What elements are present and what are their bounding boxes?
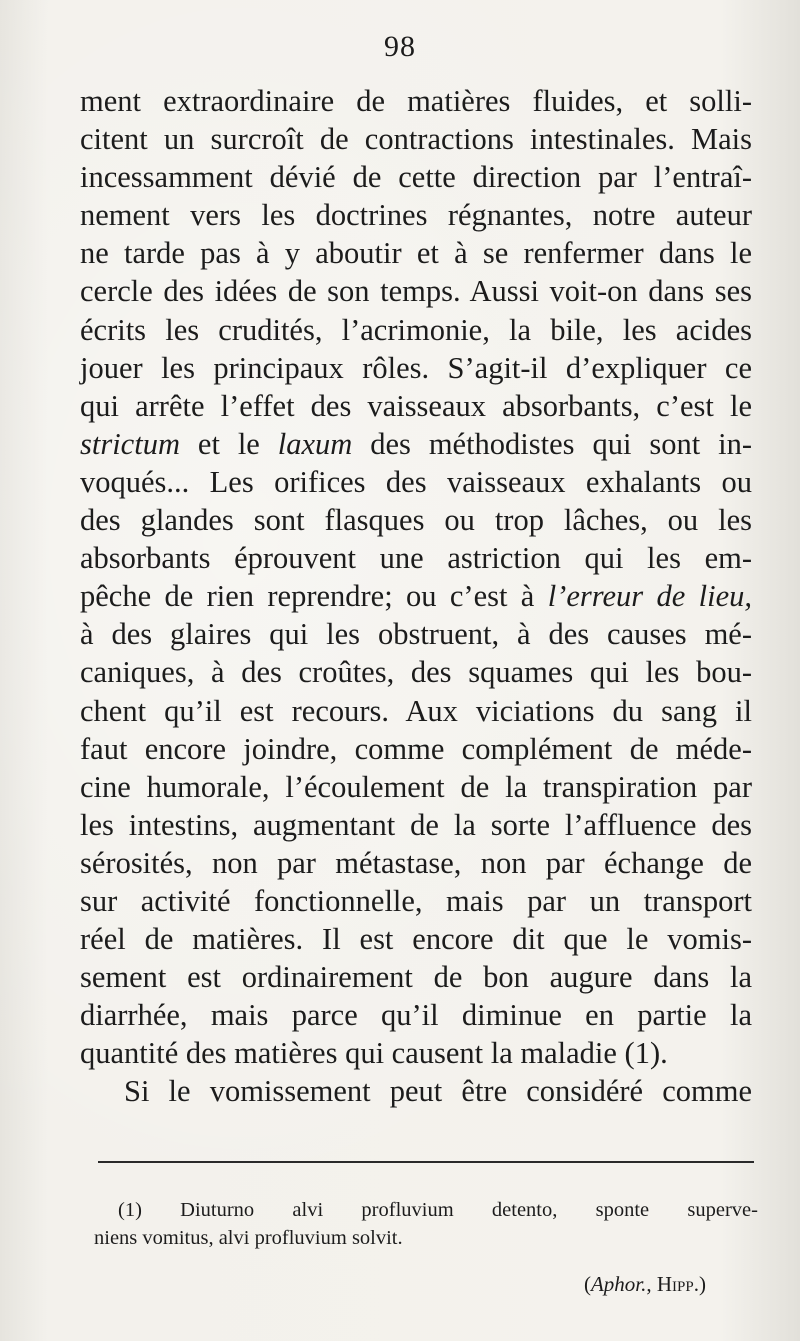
text-line: sur activité fonctionnelle, mais par un transport (80, 883, 752, 918)
text-fragment: et le (197, 426, 260, 461)
text-line: citent un surcroît de contractions intestinales. Mais (80, 122, 752, 157)
italic-term-erreur-de-lieu: l’erreur de lieu, (547, 579, 752, 614)
text-line-mixed (80, 577, 752, 615)
text-line: cercle des idées de son temps. Aussi voit-on dans ses (80, 274, 752, 309)
text-line: à des glaires qui les obstruent, à des causes mé- (80, 617, 752, 652)
text-fragment: pêche de rien reprendre; ou c’est à (80, 579, 535, 614)
text-line: cine humorale, l’écoulement de la transpiration par (80, 769, 752, 804)
text-line: diarrhée, mais parce qu’il diminue en partie la (80, 998, 752, 1033)
source-separator: , (646, 1272, 657, 1296)
text-line: ment extraordinaire de matières fluides, et solli- (80, 84, 752, 118)
text-line: sérosités, non par métastase, non par échange de (80, 845, 752, 880)
text-line: jouer les principaux rôles. S’agit-il d’expliquer ce (80, 350, 752, 385)
source-close-paren: ) (699, 1272, 706, 1296)
source-open-paren: ( (583, 1272, 591, 1296)
text-line: caniques, à des croûtes, des squames qui les bou- (80, 655, 752, 690)
text-line: Si le vomissement peut être considéré comme (124, 1074, 752, 1109)
text-line: ne tarde pas à y aboutir et à se renfermer dans le (80, 236, 752, 271)
source-author: Hipp. (656, 1272, 699, 1296)
text-line: voqués... Les orifices des vaisseaux exhalants ou (80, 464, 752, 499)
italic-term-laxum: laxum (277, 426, 353, 461)
footnote-separator (98, 1161, 754, 1163)
text-line: nement vers les doctrines régnantes, notre auteur (80, 198, 752, 233)
footnote (94, 1196, 758, 1252)
text-line: réel de matières. Il est encore dit que le vomis- (80, 922, 752, 957)
text-line: écrits les crudités, l’acrimonie, la bile, les acides (80, 312, 752, 347)
text-line: des glandes sont flasques ou trop lâches, ou les (80, 503, 752, 538)
italic-term-strictum: strictum (80, 426, 180, 461)
text-line: qui arrête l’effet des vaisseaux absorbants, c’est le (80, 388, 752, 423)
text-line: les intestins, augmentant de la sorte l’affluence des (80, 807, 752, 842)
footnote-line: (1) Diuturno alvi profluvium detento, sponte superve- (118, 1199, 758, 1221)
text-line: faut encore joindre, comme complément de méde- (80, 731, 752, 766)
footnote-line: niens vomitus, alvi profluvium solvit. (94, 1227, 403, 1249)
text-line: incessamment dévié de cette direction par l’entraî- (80, 160, 752, 195)
page-number: 98 (384, 30, 416, 63)
text-line: chent qu’il est recours. Aux viciations du sang il (80, 693, 752, 728)
text-line: quantité des matières qui causent la maladie (1). (80, 1036, 668, 1071)
text-line: absorbants éprouvent une astriction qui les em- (80, 541, 752, 576)
text-line: sement est ordinairement de bon augure dans la (80, 960, 752, 995)
text-line-mixed (80, 425, 752, 463)
text-fragment: des méthodistes qui sont in- (370, 426, 752, 461)
body-text (80, 82, 752, 1111)
footnote-source (584, 1272, 706, 1297)
source-work: Aphor. (590, 1272, 647, 1296)
